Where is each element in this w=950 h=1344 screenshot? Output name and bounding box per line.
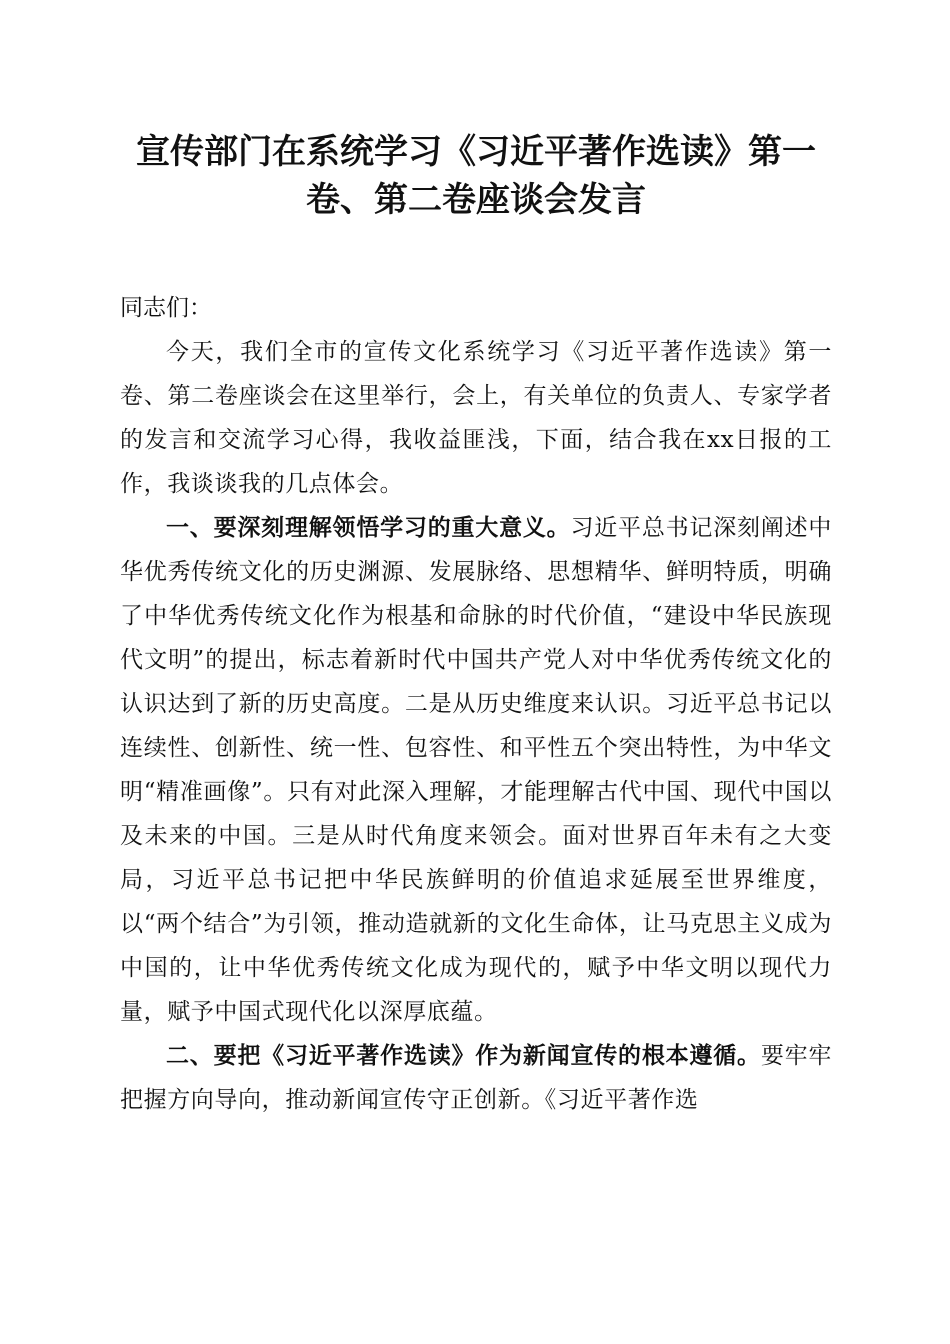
document-title [120,128,832,224]
intro-paragraph: 今天，我们全市的宣传文化系统学习《习近平著作选读》第一卷、第二卷座谈会在这里举行，会上，有关单位的负责人、专家学者的发言和交流学习心得，我收益匪浅，下面，结合我在xx日报的工作，我谈谈我的几点体会。 [120,339,832,497]
section-1-paragraph [120,506,832,1034]
section-1-text: 习近平总书记深刻阐述中华优秀传统文化的历史渊源、发展脉络、思想精华、鲜明特质，明确了中华优秀传统文化作为根基和命脉的时代价值，“建设中华民族现代文明”的提出，标志着新时代中国共产党人对中华优秀传统文化的认识达到了新的历史高度。二是从历史维度来认识。习近平总书记以连续性、创新性、统一性、包容性、和平性五个突出特性，为中华文明“精准画像”。只有对此深入理解，才能理解古代中国、现代中国以及未来的中国。三是从时代角度来领会。面对世界百年未有之大变局，习近平总书记把中华民族鲜明的价值追求延展至世界维度，以“两个结合”为引领，推动造就新的文化生命体，让马克思主义成为中国的，让中华优秀传统文化成为现代的，赋予中华文明以现代力量，赋予中国式现代化以深厚底蕴。 [120,515,832,1025]
title-line-2: 卷、第二卷座谈会发言 [306,180,646,220]
title-line-1: 宣传部门在系统学习《习近平著作选读》第一 [136,132,816,172]
section-1-heading: 一、要深刻理解领悟学习的重大意义。 [166,515,571,541]
document-body [120,286,832,1122]
salutation: 同志们： [120,295,212,321]
section-2-heading: 二、要把《习近平著作选读》作为新闻宣传的根本遵循。 [166,1043,761,1069]
document-page [120,128,832,1122]
section-2-text: 要牢牢把握方向导向，推动新闻宣传守正创新。《习近平著作选 [120,1043,832,1113]
section-2-paragraph [120,1034,832,1122]
